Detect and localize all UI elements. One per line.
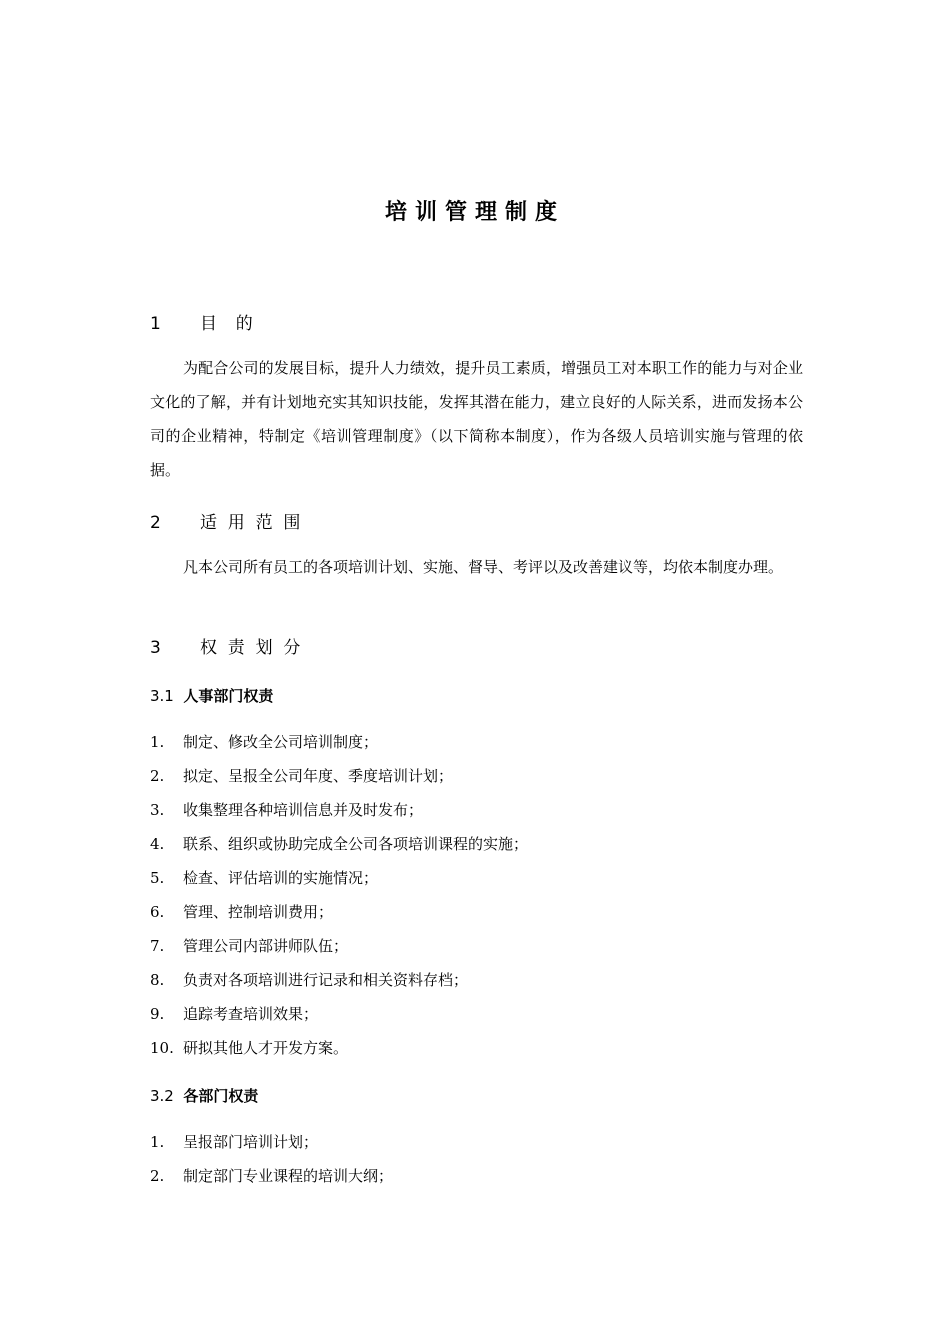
section-1-number: 1 <box>150 314 161 334</box>
list-item-number: 8. <box>150 971 165 989</box>
list-item-number: 4. <box>150 835 165 853</box>
list-item-number: 7. <box>150 937 165 955</box>
list-item: 管理、控制培训费用； <box>183 903 334 921</box>
list-item-number: 1. <box>150 1133 165 1151</box>
document-title: 培训管理制度 <box>384 200 565 225</box>
list-item-number: 9. <box>150 1005 165 1023</box>
subsection-3-2-number: 3.2 <box>150 1087 174 1105</box>
list-item: 追踪考查培训效果； <box>183 1005 319 1023</box>
subsection-3-2-title: 各部门权责 <box>183 1087 259 1105</box>
list-item: 负责对各项培训进行记录和相关资料存档； <box>183 971 469 989</box>
list-item: 联系、组织或协助完成全公司各项培训课程的实施； <box>183 835 529 853</box>
subsection-3-1-title: 人事部门权责 <box>183 687 274 705</box>
list-item: 拟定、呈报全公司年度、季度培训计划； <box>183 767 454 785</box>
list-item-number: 5. <box>150 869 165 887</box>
subsection-3-2-heading <box>150 1085 258 1107</box>
list-item: 检查、评估培训的实施情况； <box>183 869 379 887</box>
section-2-number: 2 <box>150 513 161 533</box>
list-item-number: 2. <box>150 1167 165 1185</box>
list-item-number: 10. <box>150 1039 174 1057</box>
list-item: 研拟其他人才开发方案。 <box>183 1039 349 1057</box>
list-item: 制定、修改全公司培训制度； <box>183 733 379 751</box>
list-item: 管理公司内部讲师队伍； <box>183 937 349 955</box>
list-item-number: 6. <box>150 903 165 921</box>
list-item: 制定部门专业课程的培训大纲； <box>183 1167 394 1185</box>
subsection-3-1-number: 3.1 <box>150 687 174 705</box>
section-1-title: 目 的 <box>200 314 253 334</box>
section-3-number: 3 <box>150 638 161 658</box>
list-item-number: 2. <box>150 767 165 785</box>
list-item-number: 3. <box>150 801 165 819</box>
list-item: 收集整理各种培训信息并及时发布； <box>183 801 424 819</box>
section-2-paragraph: 凡本公司所有员工的各项培训计划、实施、督导、考评以及改善建议等，均依本制度办理。 <box>183 558 784 576</box>
subsection-3-1-heading <box>150 685 273 707</box>
list-item: 呈报部门培训计划； <box>183 1133 319 1151</box>
section-2-title: 适 用 范 围 <box>200 513 301 533</box>
section-3-title: 权 责 划 分 <box>200 638 301 658</box>
section-1-paragraph: 为配合公司的发展目标，提升人力绩效，提升员工素质，增强员工对本职工作的能力与对企业文化的了解，并有计划地充实其知识技能，发挥其潜在能力，建立良好的人际关系，进而发扬本公司的企业精神，特制定《培训管理制度》（以下简称本制度），作为各级人员培训实施与管理的依据。 <box>150 359 803 479</box>
list-item-number: 1. <box>150 733 165 751</box>
